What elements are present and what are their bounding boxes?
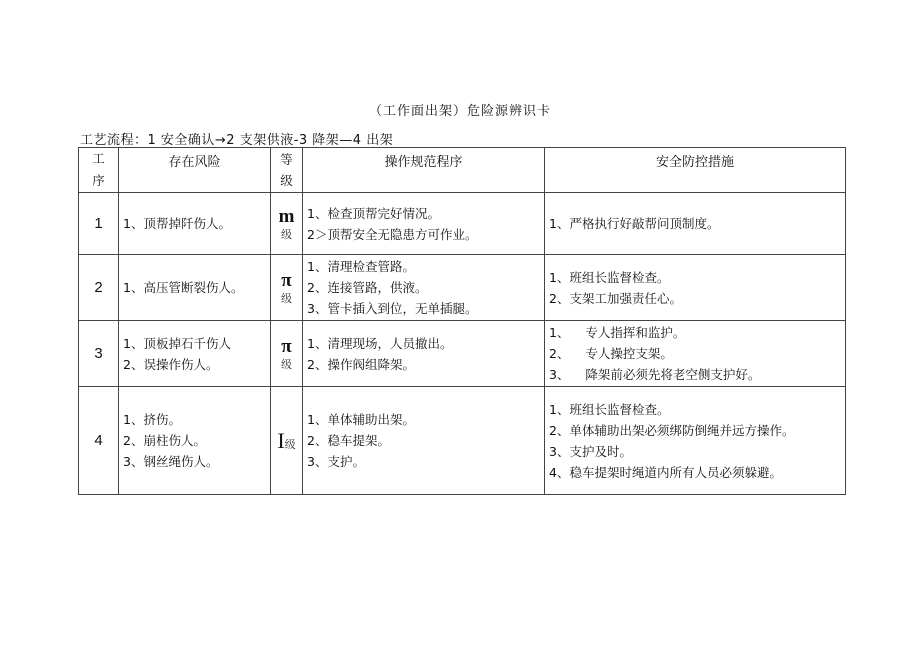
table-row [79,387,846,495]
risk-cell [119,193,271,255]
grade-label: 级 [281,228,292,241]
grade-cell [271,387,303,495]
list-item: 3、钢丝绳伤人。 [123,454,219,469]
list-item: 2、支架工加强责任心。 [549,290,682,306]
list-item: 2、崩柱伤人。 [123,433,206,448]
list-item: 2＞顶帮安全无隐患方可作业。 [307,226,478,242]
list-item: 3、支护。 [307,454,365,469]
list-item: 2、误操作伤人。 [123,356,219,372]
header-row [79,148,846,193]
grade-cell [271,255,303,321]
procedure-cell [303,255,545,321]
grade-label: 级 [281,358,292,371]
grade-cell [271,321,303,387]
list-item: 1、清理检查管路。 [307,259,415,274]
list-item: 2、单体辅助出架必须绑防倒绳并远方操作。 [549,422,795,438]
list-item: 2、操作阀组降架。 [307,356,415,372]
list-item: 1、高压管断裂伤人。 [123,280,244,295]
list-item: 1、顶帮掉阡伤人。 [123,216,231,231]
list-item: 2、稳车提架。 [307,433,390,448]
list-item: 1、班组长监督检查。 [549,401,670,417]
header-measures: 安全防控措施 [545,148,846,193]
header-risk: 存在风险 [119,148,271,193]
list-item: 3、支护及时。 [549,443,632,459]
row-number: 4 [79,387,119,495]
grade-symbol: m [278,206,295,227]
grade-label: 级 [284,437,296,451]
list-item: 1、 专人指挥和监护。 [549,325,686,340]
grade-symbol: π [281,270,292,291]
row-number: 2 [79,255,119,321]
grade-label: 级 [281,292,292,305]
grade-cell [271,193,303,255]
table-row [79,321,846,387]
procedure-cell [303,387,545,495]
list-item: 1、检查顶帮完好情况。 [307,205,440,221]
header-sequence: 工 序 [79,148,119,193]
grade-symbol: I [277,427,285,453]
list-item: 4、稳车提架时绳道内所有人员必须躲避。 [549,464,782,480]
hazard-table [78,147,846,495]
risk-cell [119,387,271,495]
list-item: 1、单体辅助出架。 [307,412,415,427]
measures-cell [545,193,846,255]
list-item: 3、管卡插入到位，无单插腿。 [307,301,478,316]
list-item: 1、清理现场，人员撤出。 [307,335,453,351]
list-item: 2、 专人操控支架。 [549,346,673,361]
procedure-cell [303,193,545,255]
measures-cell [545,387,846,495]
risk-cell [119,255,271,321]
row-number: 1 [79,193,119,255]
row-number: 3 [79,321,119,387]
measures-cell [545,321,846,387]
list-item: 3、 降架前必须先将老空侧支护好。 [549,367,761,382]
measures-cell [545,255,846,321]
procedure-cell [303,321,545,387]
process-flow: 工艺流程：1 安全确认→2 支架供液-3 降架—4 出架 [80,133,394,148]
header-grade: 等 级 [271,148,303,193]
list-item: 1、挤伤。 [123,412,181,427]
header-procedure: 操作规范程序 [303,148,545,193]
card-title: （工作面出架）危险源辨识卡 [368,104,551,119]
list-item: 2、连接管路，供液。 [307,280,428,295]
list-item: 1、严格执行好敲帮问顶制度。 [549,216,720,231]
list-item: 1、班组长监督检查。 [549,269,670,285]
grade-symbol: π [281,336,292,357]
table-row [79,255,846,321]
risk-cell [119,321,271,387]
list-item: 1、顶板掉石千伤人 [123,335,231,351]
table-row [79,193,846,255]
